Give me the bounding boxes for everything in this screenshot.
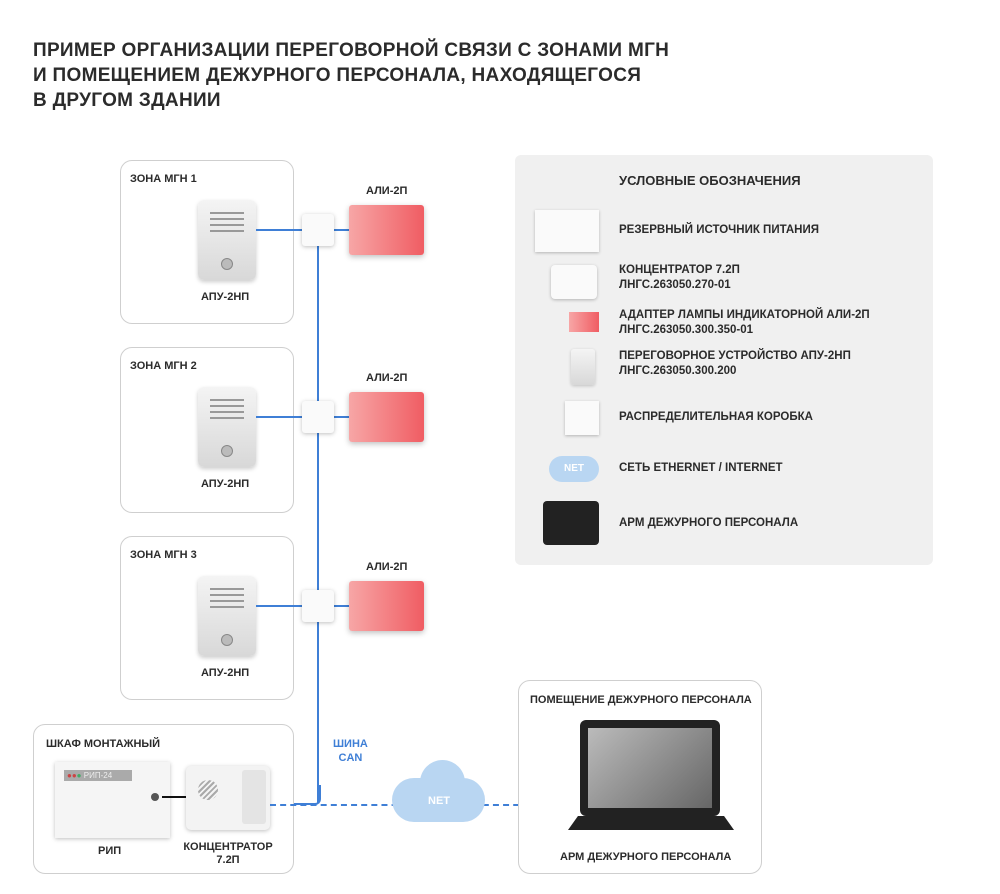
apu-link — [256, 416, 304, 418]
concentrator-device — [186, 766, 270, 830]
rip-panel: ●●● РИП-24 — [64, 770, 132, 781]
ali-label: АЛИ-2П — [366, 372, 408, 384]
laptop-base — [568, 816, 734, 830]
junction-box — [302, 401, 334, 433]
apu-label: АПУ-2НП — [201, 667, 250, 679]
cabinet-title: ШКАФ МОНТАЖНЫЙ — [46, 738, 161, 750]
apu-link — [256, 605, 304, 607]
legend-item-label: РАСПРЕДЕЛИТЕЛЬНАЯ КОРОБКА — [619, 411, 813, 423]
apu-label: АПУ-2НП — [201, 291, 250, 303]
legend-item-label: ПЕРЕГОВОРНОЕ УСТРОЙСТВО АПУ-2НП ЛНГС.263050.300.200 — [619, 350, 851, 377]
legend-item-label: КОНЦЕНТРАТОР 7.2П ЛНГС.263050.270-01 — [619, 264, 740, 291]
concentrator-label: КОНЦЕНТРАТОР 7.2П — [183, 841, 273, 866]
laptop-legend-icon — [543, 501, 599, 545]
can-bus-vertical — [317, 229, 319, 803]
diagram-title — [33, 38, 669, 113]
ali-link — [334, 229, 350, 231]
concentrator-legend-icon — [551, 265, 597, 299]
apu-legend-icon — [571, 349, 595, 385]
junction-box — [302, 590, 334, 622]
ali-adapter — [349, 205, 424, 255]
junction-box-legend-icon — [565, 401, 599, 435]
legend-title: УСЛОВНЫЕ ОБОЗНАЧЕНИЯ — [619, 173, 801, 188]
rip-legend-icon — [535, 210, 599, 252]
apu-device-icon — [198, 576, 256, 656]
ali-adapter — [349, 392, 424, 442]
legend-item-label: СЕТЬ ETHERNET / INTERNET — [619, 462, 783, 474]
ali-link — [334, 416, 350, 418]
zone-title: ЗОНА МГН 2 — [130, 360, 197, 372]
apu-link — [256, 229, 304, 231]
apu-label: АПУ-2НП — [201, 478, 250, 490]
ali-label: АЛИ-2П — [366, 185, 408, 197]
net-label: NET — [428, 795, 450, 807]
speaker-grille-icon — [198, 780, 218, 800]
duty-room-device-label: АРМ ДЕЖУРНОГО ПЕРСОНАЛА — [560, 851, 732, 863]
zone-title: ЗОНА МГН 1 — [130, 173, 197, 185]
legend-item-label: АРМ ДЕЖУРНОГО ПЕРСОНАЛА — [619, 517, 799, 529]
zone-title: ЗОНА МГН 3 — [130, 549, 197, 561]
legend-item-label: АДАПТЕР ЛАМПЫ ИНДИКАТОРНОЙ АЛИ-2П ЛНГС.263050.300.350-01 — [619, 309, 870, 336]
rip-cable — [162, 796, 188, 798]
legend-item-label: РЕЗЕРВНЫЙ ИСТОЧНИК ПИТАНИЯ — [619, 224, 820, 236]
ali-link — [334, 605, 350, 607]
rip-connector-icon — [151, 793, 159, 801]
apu-device-icon — [198, 387, 256, 467]
apu-device-icon — [198, 200, 256, 280]
title-line: ПРИМЕР ОРГАНИЗАЦИИ ПЕРЕГОВОРНОЙ СВЯЗИ С ЗОНАМИ МГН — [33, 40, 670, 61]
ali-adapter — [349, 581, 424, 631]
ali-label: АЛИ-2П — [366, 561, 408, 573]
title-line: В ДРУГОМ ЗДАНИИ — [33, 90, 221, 111]
legend-panel — [515, 155, 933, 565]
laptop-icon — [580, 720, 720, 816]
can-bus-label: ШИНА CAN — [333, 738, 368, 764]
rip-device — [55, 762, 170, 838]
junction-box — [302, 214, 334, 246]
rip-label: РИП — [98, 845, 122, 857]
ali-legend-icon — [569, 312, 599, 332]
duty-room-title: ПОМЕЩЕНИЕ ДЕЖУРНОГО ПЕРСОНАЛА — [530, 694, 752, 706]
keypad-icon — [242, 770, 266, 824]
title-line: И ПОМЕЩЕНИЕМ ДЕЖУРНОГО ПЕРСОНАЛА, НАХОДЯЩЕГОСЯ — [33, 65, 642, 86]
net-cloud-legend-icon: NET — [549, 456, 599, 482]
